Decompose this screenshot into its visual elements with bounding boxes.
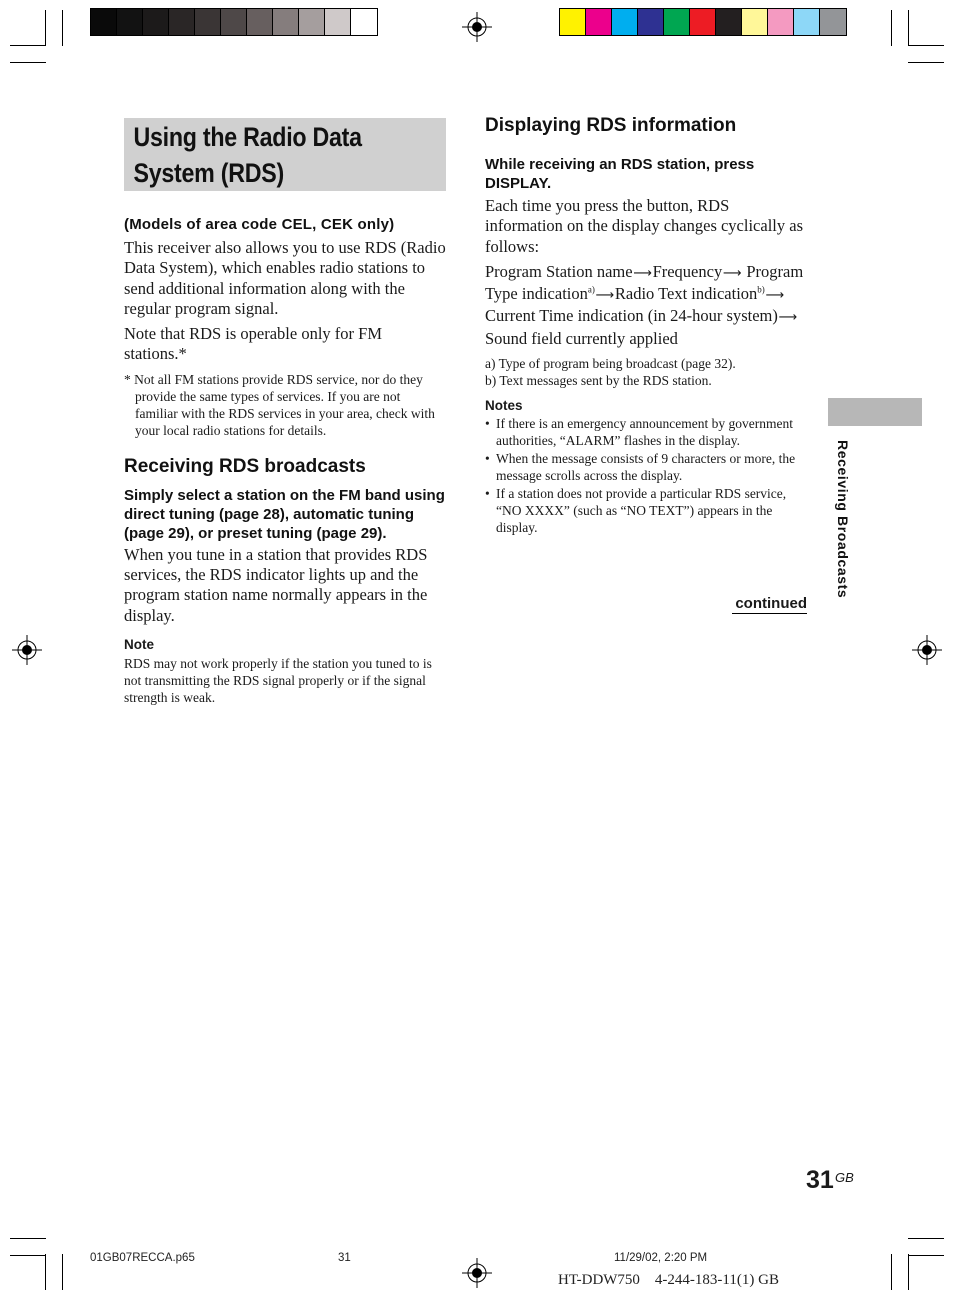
- left-column: [124, 215, 446, 706]
- displaying-instruction: While receiving an RDS station, press DISPLAY.: [485, 156, 755, 192]
- page-title: Using the Radio Data System (RDS): [133, 122, 362, 188]
- displaying-paragraph: Each time you press the button, RDS information on the display changes cyclically as follows:: [485, 196, 803, 256]
- footnote-a: a) Type of program being broadcast (page 32).: [485, 356, 736, 372]
- color-swatch: [247, 9, 273, 35]
- color-swatch: [690, 9, 716, 35]
- footer-model: HT-DDW750 4-244-183-11(1) GB: [558, 1272, 779, 1288]
- cmyk-color-bar: [559, 8, 847, 36]
- receiving-instruction: Simply select a station on the FM band using direct tuning (page 28), automatic tuning (page 29), or preset tuning (page 29).: [124, 486, 445, 542]
- seq-program-station: Program Station name: [485, 261, 633, 281]
- color-swatch: [664, 9, 690, 35]
- footer-filename: 01GB07RECCA.p65: [90, 1252, 195, 1264]
- intro-footnote: * Not all FM stations provide RDS service, nor do they provide the same types of services. If you are not familiar with the RDS services in your area, check with your local radio stations for details.: [124, 371, 435, 438]
- receiving-heading: Receiving RDS broadcasts: [124, 455, 366, 477]
- registration-mark-icon: [462, 1258, 492, 1288]
- page-number: 31: [806, 1166, 834, 1194]
- seq-radio-text: Radio Text indication: [614, 284, 758, 304]
- section-tab-label: Receiving Broadcasts: [835, 440, 851, 599]
- section-tab: [828, 398, 922, 426]
- arrow-icon: ⟶: [778, 310, 798, 326]
- color-swatch: [638, 9, 664, 35]
- arrow-icon: ⟶: [595, 288, 615, 304]
- color-swatch: [768, 9, 794, 35]
- arrow-icon: ⟶: [765, 288, 785, 304]
- color-swatch: [560, 9, 586, 35]
- color-swatch: [351, 9, 377, 35]
- color-swatch: [299, 9, 325, 35]
- notes-heading: Notes: [485, 398, 523, 414]
- registration-mark-icon: [12, 635, 42, 665]
- color-swatch: [117, 9, 143, 35]
- page-number-suffix: GB: [835, 1170, 854, 1185]
- title-box: [124, 118, 446, 191]
- color-swatch: [169, 9, 195, 35]
- color-swatch: [716, 9, 742, 35]
- note-item: • When the message consists of 9 characters or more, the message scrolls across the display.: [485, 450, 807, 484]
- color-swatch: [221, 9, 247, 35]
- footnote-ref-a: a): [587, 284, 595, 295]
- models-heading: (Models of area code CEL, CEK only): [124, 216, 395, 233]
- footer-page: 31: [338, 1252, 351, 1264]
- intro-paragraph-1: This receiver also allows you to use RDS (Radio Data System), which enables radio stations to send additional information along with the regular program signal.: [124, 238, 446, 318]
- note-item: • If a station does not provide a particular RDS service, “NO XXXX” (such as “NO TEXT”) appears in the display.: [485, 485, 807, 536]
- footnote-ref-b: b): [757, 284, 765, 295]
- color-swatch: [794, 9, 820, 35]
- arrow-icon: ⟶: [722, 265, 742, 281]
- color-swatch: [612, 9, 638, 35]
- intro-paragraph-2: Note that RDS is operable only for FM stations.*: [124, 324, 383, 364]
- color-swatch: [325, 9, 351, 35]
- color-swatch: [742, 9, 768, 35]
- seq-frequency: Frequency: [652, 261, 723, 281]
- note-item: • If there is an emergency announcement by government authorities, “ALARM” flashes in the display.: [485, 415, 807, 449]
- receiving-paragraph: When you tune in a station that provides RDS services, the RDS indicator lights up and the program station name normally appears in the display.: [124, 544, 428, 625]
- seq-sound-field: Sound field currently applied: [485, 328, 678, 348]
- footnote-b: b) Text messages sent by the RDS station.: [485, 373, 712, 389]
- note-text: RDS may not work properly if the station you tuned to is not transmitting the RDS signal properly or if the signal strength is weak.: [124, 655, 432, 705]
- note-heading: Note: [124, 636, 154, 652]
- registration-mark-icon: [912, 635, 942, 665]
- color-swatch: [586, 9, 612, 35]
- seq-current-time: Current Time indication (in 24-hour system): [485, 306, 778, 326]
- seq-program-type: Program Type indication: [485, 261, 804, 304]
- displaying-heading: Displaying RDS information: [485, 115, 737, 136]
- arrow-icon: ⟶: [633, 265, 652, 281]
- color-swatch: [91, 9, 117, 35]
- notes-list: [485, 415, 807, 536]
- registration-mark-icon: [462, 12, 492, 42]
- color-swatch: [195, 9, 221, 35]
- color-swatch: [273, 9, 299, 35]
- continued-label: continued: [732, 595, 807, 614]
- footer-date: 11/29/02, 2:20 PM: [614, 1252, 708, 1264]
- grayscale-color-bar: [90, 8, 378, 36]
- display-sequence: [485, 262, 807, 349]
- color-swatch: [820, 9, 846, 35]
- right-column: [485, 115, 807, 537]
- color-swatch: [143, 9, 169, 35]
